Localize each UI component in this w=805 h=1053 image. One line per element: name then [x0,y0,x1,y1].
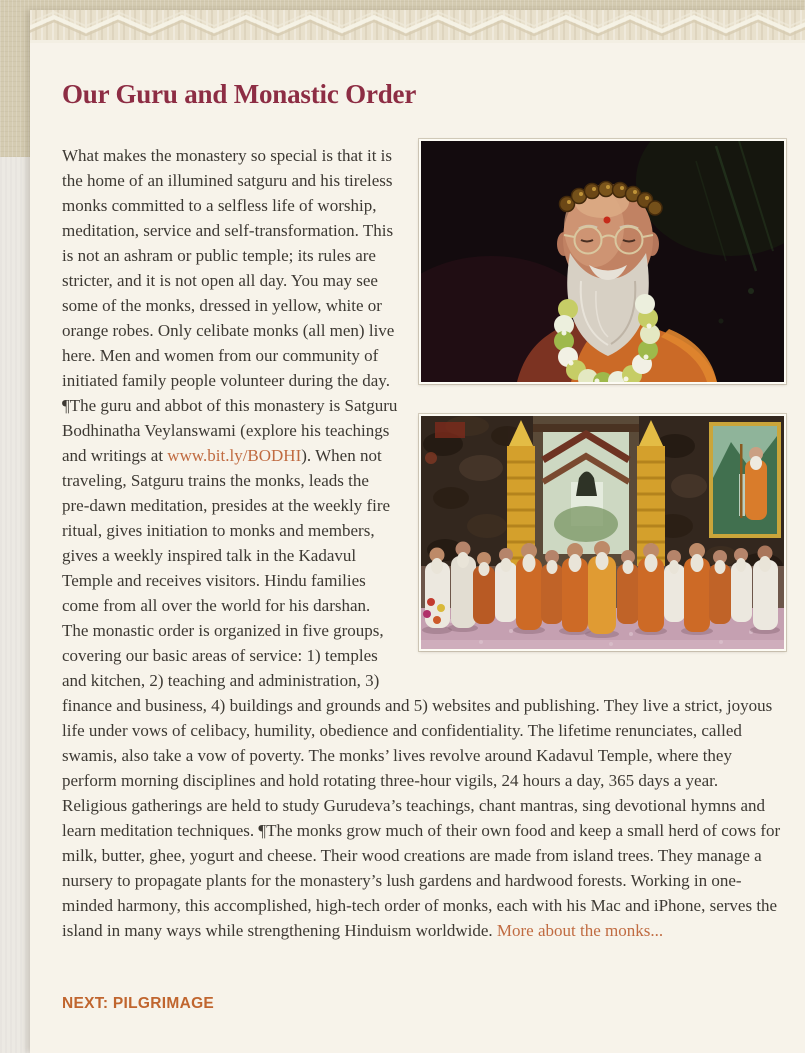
monks-group-photo [419,414,786,651]
photo-column [419,139,786,691]
more-about-monks-link[interactable]: More about the monks... [496,921,664,940]
satguru-photo [419,139,786,384]
article-body [62,143,786,943]
next-pilgrimage-link[interactable]: NEXT: PILGRIMAGE [62,995,215,1012]
article-content [30,43,805,1013]
bodhi-link[interactable]: www.bit.ly/BODHI [167,446,302,465]
decorative-woven-border [30,10,805,43]
monks-group-illustration [419,414,786,651]
article-text-segment-1: What makes the monastery so special is that it is the home of an illumined satguru and his tireless monks committed to a selfless life of worship, meditation, service and self-transformation. This is not an ashram or public temple; its rules are stricter, and it is not open all day. You may see some of the monks, dressed in yellow, white or orange robes. Only celibate monks (all men) live here. Men and women from our community of initiated family people volunteer during the day. ¶The guru and abbot of this monastery is Satguru Bodhinatha Veylanswami (explore his teachings and writings at [62,146,398,465]
page-title: Our Guru and Monastic Order [62,79,417,109]
article-text-segment-2: ). When not traveling, Satguru trains the monks, leads the pre-dawn meditation, presides at the weekly fire ritual, gives initiation to monks and members, gives a weekly inspired talk in the Kadavul Temple and receives visitors. Hindu families come from all over the world for his darshan. The monastic order is organized in five groups, covering our basic areas of service: 1) temples and kitchen, 2) teaching and administration, 3) finance and business, 4) buildings and grounds and 5) websites and publishing. They live a strict, joyous life under vows of celibacy, humility, obedience and confidentiality. The lifetime renunciates, called swamis, also take a vow of poverty. The monks’ lives revolve around Kadavul Temple, where they perform morning disciplines and hold rotating three-hour vigils, 24 hours a day, 365 days a year. Religious gatherings are held to study Gurudeva’s teachings, chant mantras, sing devotional hymns and learn meditation techniques. ¶The monks grow much of their own food and keep a small herd of cows for milk, butter, ghee, yogurt and cheese. Their wood creations are made from island trees. They manage a nursery to propagate plants for the monastery’s lush gardens and hardwood forests. Working in one-minded harmony, this accomplished, high-tech order of monks, each with his Mac and iPhone, serves the island in many ways while strengthening Hinduism worldwide. [62,446,781,940]
zigzag-pattern [30,10,805,40]
content-card [30,10,805,1053]
satguru-photo-illustration [419,139,786,384]
